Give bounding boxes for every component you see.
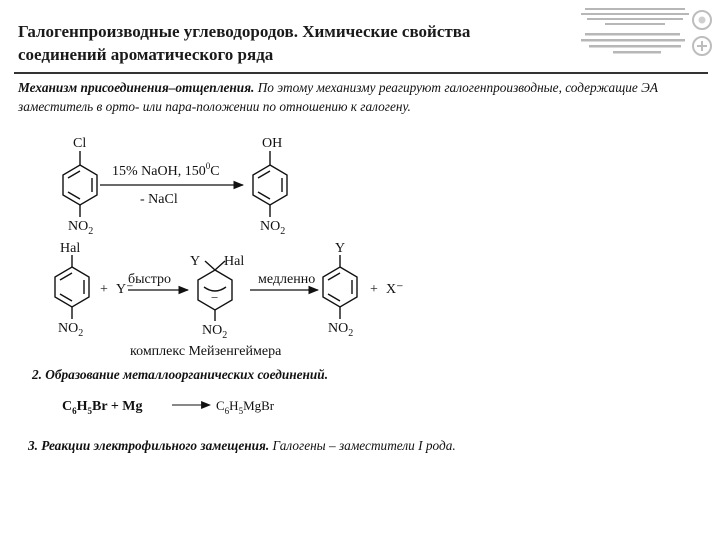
section-3-text: Галогены – заместители I рода. (269, 438, 456, 453)
header-divider (14, 72, 708, 74)
final-y: Y (335, 241, 346, 256)
product-oh: OH (262, 136, 283, 151)
ring-product-y (323, 255, 357, 319)
section-3-term: 3. Реакции электрофильного замещения. (28, 438, 270, 453)
int-hal: Hal (224, 254, 245, 269)
conditions-above: 15% NaOH, $150^0C$ (112, 161, 220, 179)
title-line-1: Галогенпроизводные углеводородов. Химические свойства (18, 22, 471, 41)
int-y: Y (190, 254, 201, 269)
reactant-no2: $NO_2$ (68, 219, 94, 237)
university-logo (575, 6, 715, 64)
plus-sign-2: + (370, 282, 378, 297)
grignard-reaction (60, 392, 360, 420)
leaving-x: X⁻ (386, 282, 404, 297)
slide-title (18, 20, 518, 66)
section-3-heading (28, 437, 456, 455)
reagent-c6h5br-mg: $C_6H_5Br + Mg$ (62, 399, 143, 416)
section-2-text: 2. Образование металлоорганических соединений. (32, 367, 329, 382)
meisenheimer-caption: комплекс Мейзенгеймера (130, 344, 282, 359)
nucleophile-y: Y⁻ (116, 282, 134, 297)
int-no2: $NO_2$ (202, 323, 228, 341)
start-no2: $NO_2$ (58, 321, 84, 339)
reactant-cl: Cl (73, 136, 87, 151)
intro-paragraph (18, 78, 708, 116)
ring-halonitrobenzene (55, 255, 89, 319)
final-no2: $NO_2$ (328, 321, 354, 339)
reaction-scheme (0, 125, 720, 370)
intro-text: По этому механизму реагируют галогенпроизводные, содержащие ЭА заместитель в орто- или пара-положении по отношению к галогену. (18, 80, 658, 114)
title-line-2: соединений ароматического ряда (18, 45, 274, 64)
start-hal: Hal (60, 241, 81, 256)
ring-chloronitrobenzene (63, 151, 97, 217)
section-2-heading (32, 366, 328, 384)
product-c6h5mgbr: $C_6H_5MgBr$ (216, 398, 275, 416)
intro-term: Механизм присоединения–отщепления. (18, 80, 255, 95)
product-no2: $NO_2$ (260, 219, 286, 237)
conditions-below: - NaCl (140, 192, 178, 207)
ring-nitrophenol (253, 151, 287, 217)
label-fast: быстро (128, 272, 172, 287)
int-charge: − (211, 290, 219, 305)
label-slow: медленно (258, 272, 316, 287)
plus-sign-1: + (100, 282, 108, 297)
